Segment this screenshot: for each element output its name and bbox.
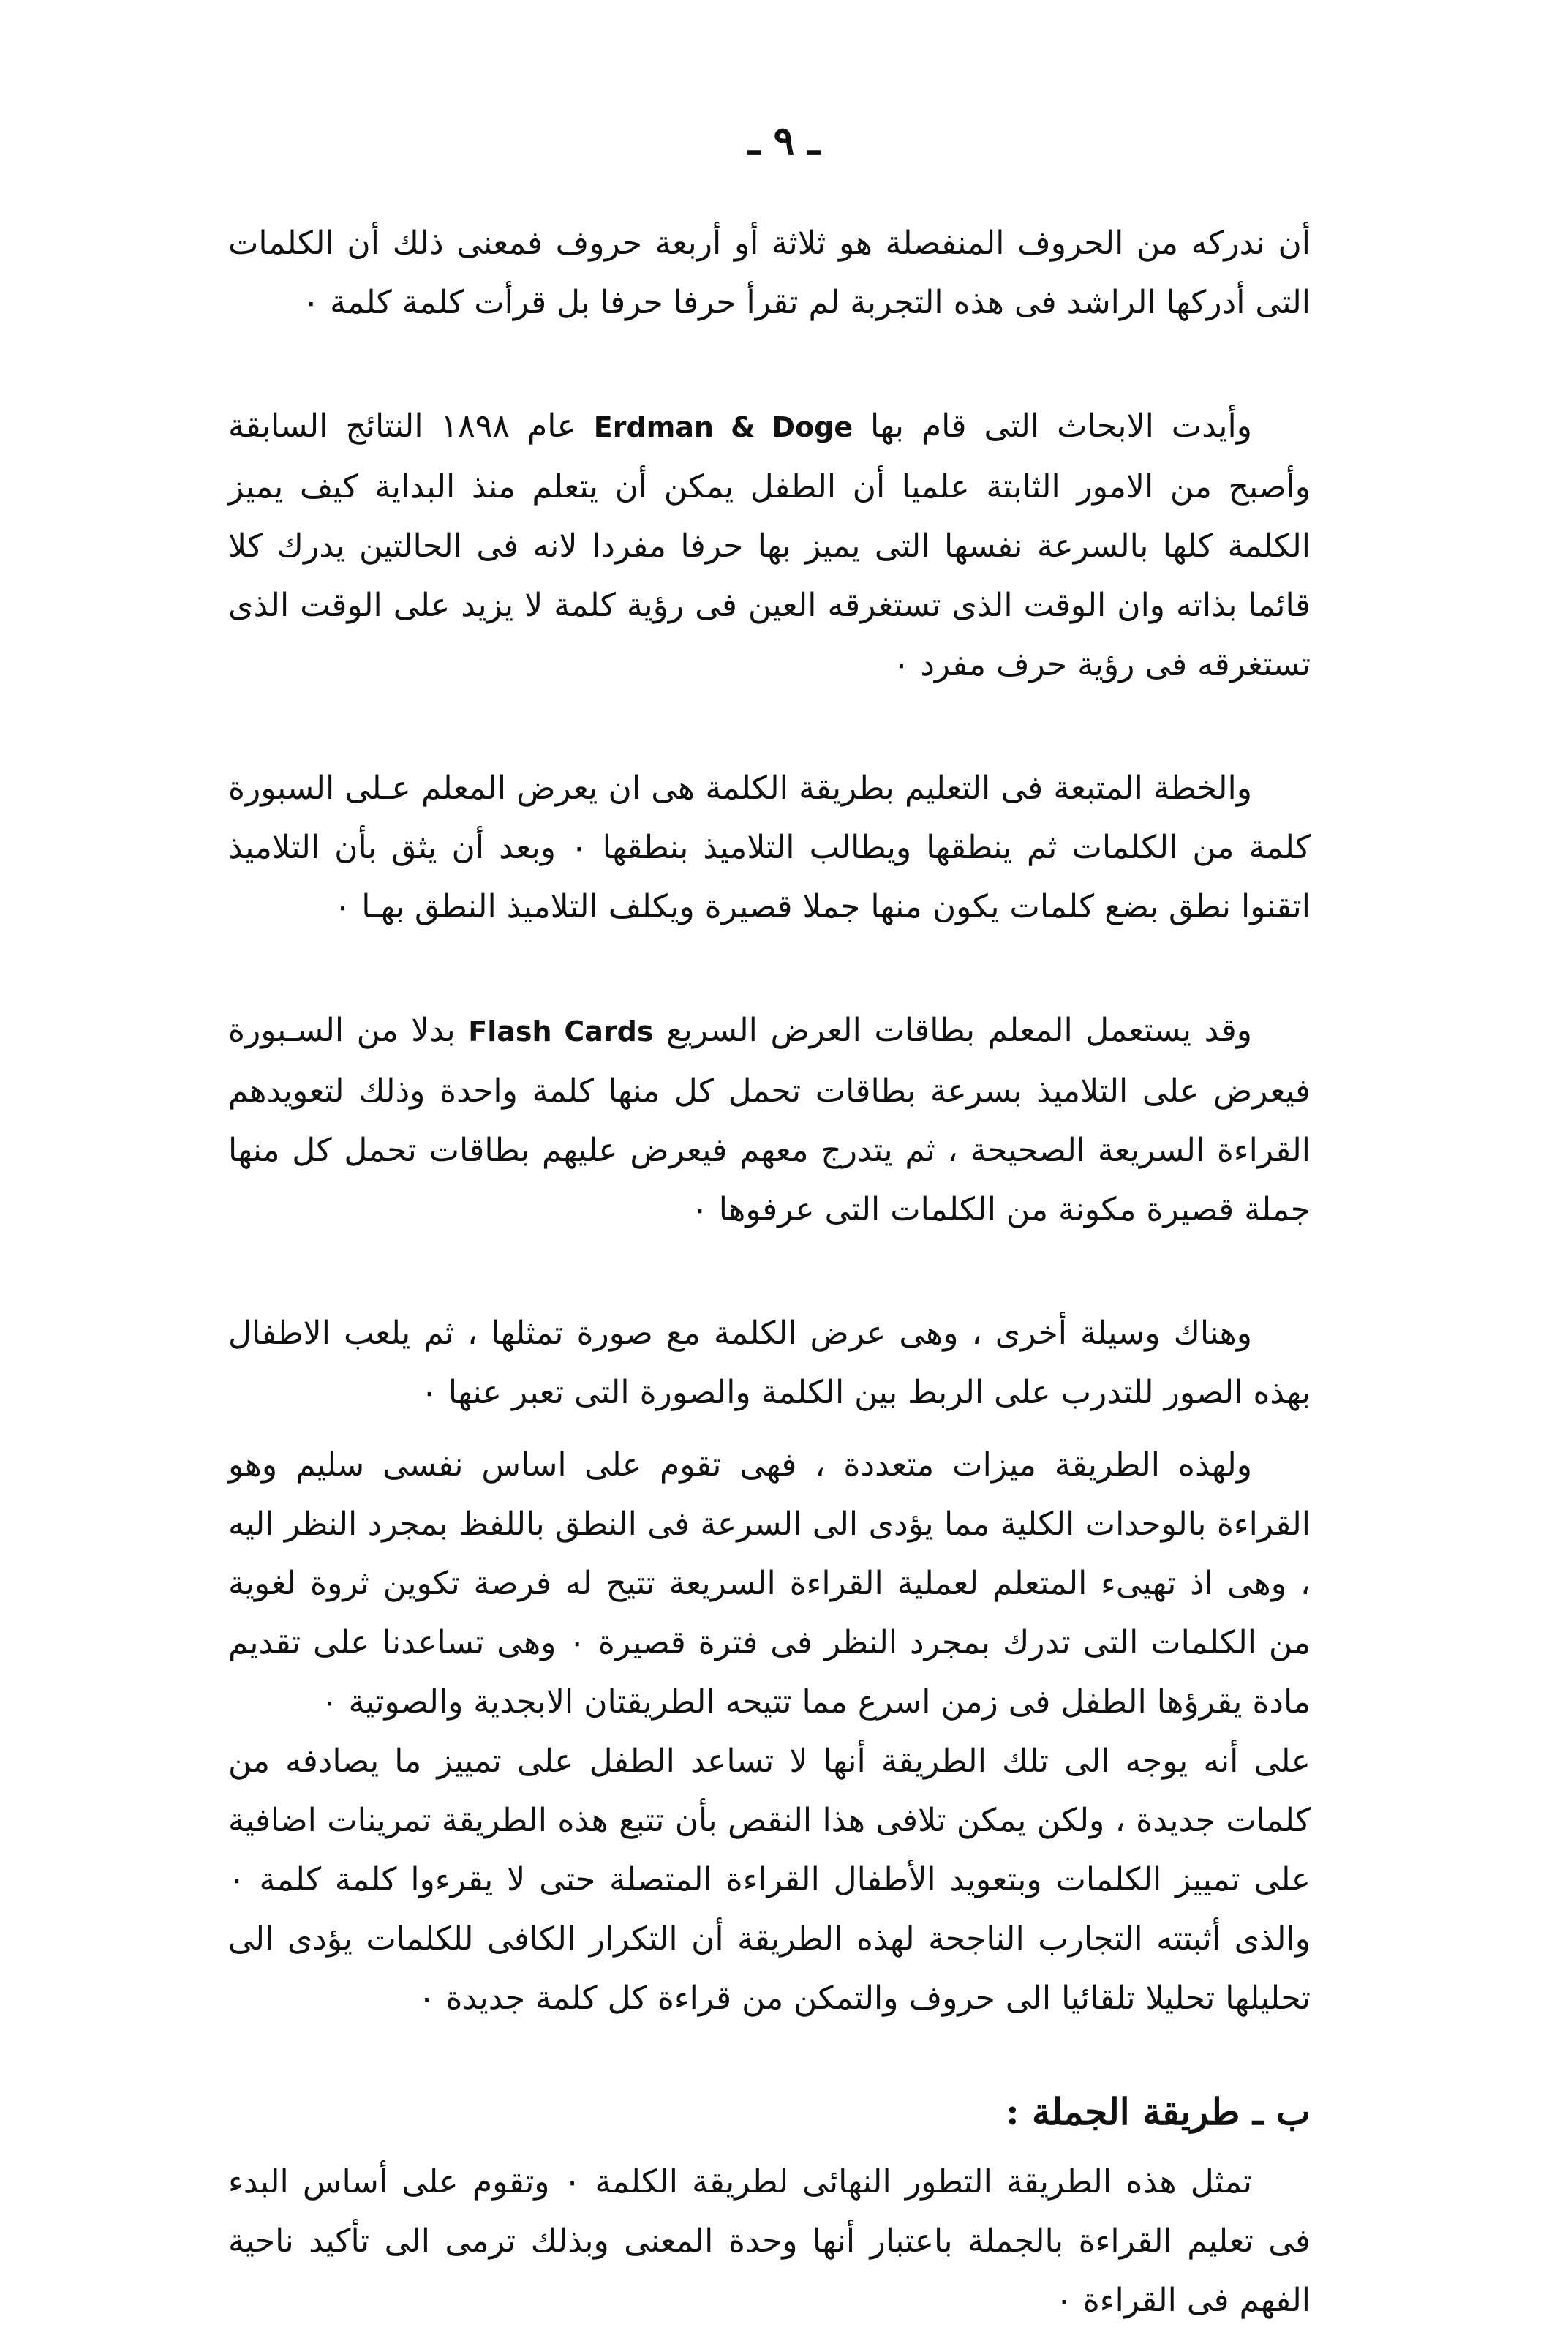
paragraph-2 [228,397,1311,694]
paragraph-2-text-before: وأيدت الابحاث التى قام بها [853,407,1252,445]
section-heading: ب ـ طريقة الجملة : [1006,2090,1311,2133]
paragraph-4-text-before: وقد يستعمل المعلم بطاقات العرض السريع [653,1012,1252,1049]
paragraph-4-text-after: بدلا من السـبورة فيعرض على التلاميذ بسرعة بطاقات تحمل كل منها كلمة واحدة وذلك لتعويدهم القراءة السريعة الصحيحة ، ثم يتدرج معهم فيعرض عليهم بطاقات تحمل كل منها جملة قصيرة مكونة من الكلمات التى عرفوها ٠ [228,1012,1311,1228]
paragraph-6: ولهذه الطريقة ميزات متعددة ، فهى تقوم على اساس نفسى سليم وهو القراءة بالوحدات الكلية مما يؤدى الى السرعة فى النطق باللفظ بمجرد النظر اليه ، وهى اذ تهيىء المتعلم لعملية القراءة السريعة تتيح له فرصة تكوين ثروة لغوية من الكلمات التى تدرك بمجرد النظر فى فترة قصيرة ٠ وهى تساعدنا على تقديم مادة يقرؤها الطفل فى زمن اسرع مما تتيحه الطريقتان الابجدية والصوتية ٠ [228,1446,1311,1721]
latin-flash-cards: Flash Cards [468,1015,654,1048]
paragraph-5: وهناك وسيلة أخرى ، وهى عرض الكلمة مع صورة تمثلها ، ثم يلعب الاطفال بهذه الصور للتدرب على الربط بين الكلمة والصورة التى تعبر عنها ٠ [228,1315,1311,1411]
paragraph-4 [228,1001,1311,1239]
latin-authors: Erdman & Doge [593,411,853,443]
paragraph-1: أن ندركه من الحروف المنفصلة هو ثلاثة أو أربعة حروف فمعنى ذلك أن الكلمات التى أدركها الراشد فى هذه التجربة لم تقرأ حرفا حرفا بل قرأت كلمة كلمة ٠ [228,225,1311,321]
page-body [228,214,1311,2330]
paragraph-7: على أنه يوجه الى تلك الطريقة أنها لا تساعد الطفل على تمييز ما يصادفه من كلمات جديدة ، ولكن يمكن تلافى هذا النقص بأن تتبع هذه الطريقة تمرينات اضافية على تمييز الكلمات وبتعويد الأطفال القراءة المتصلة حتى لا يقرءوا كلمة كلمة ٠ والذى أثبتته التجارب الناجحة لهذه الطريقة أن التكرار الكافى للكلمات يؤدى الى تحليلها تحليلا تلقائيا الى حروف والتمكن من قراءة كل كلمة جديدة ٠ [228,1743,1311,2017]
paragraph-3: والخطة المتبعة فى التعليم بطريقة الكلمة هى ان يعرض المعلم عـلى السبورة كلمة من الكلمات ثم ينطقها ويطالب التلاميذ بنطقها ٠ وبعد أن يثق بأن التلاميذ اتقنوا نطق بضع كلمات يكون منها جملا قصيرة ويكلف التلاميذ النطق بهـا ٠ [228,770,1311,925]
paragraph-2-text-after: عام ١٨٩٨ النتائج السابقة وأصبح من الامور الثابتة علميا أن الطفل يمكن أن يتعلم منذ البداية كيف يميز الكلمة كلها بالسرعة نفسها التى يميز بها حرفا مفردا لانه فى الحالتين يدرك كلا قائما بذاته وان الوقت الذى تستغرقه العين فى رؤية كلمة لا يزيد على الوقت الذى تستغرقه فى رؤية حرف مفرد ٠ [228,407,1311,683]
paragraph-8: تمثل هذه الطريقة التطور النهائى لطريقة الكلمة ٠ وتقوم على أساس البدء فى تعليم القراءة بالجملة باعتبار أنها وحدة المعنى وبذلك ترمى الى تأكيد ناحية الفهم فى القراءة ٠ [228,2163,1311,2319]
page-number: ـ ٩ ـ [747,117,821,164]
